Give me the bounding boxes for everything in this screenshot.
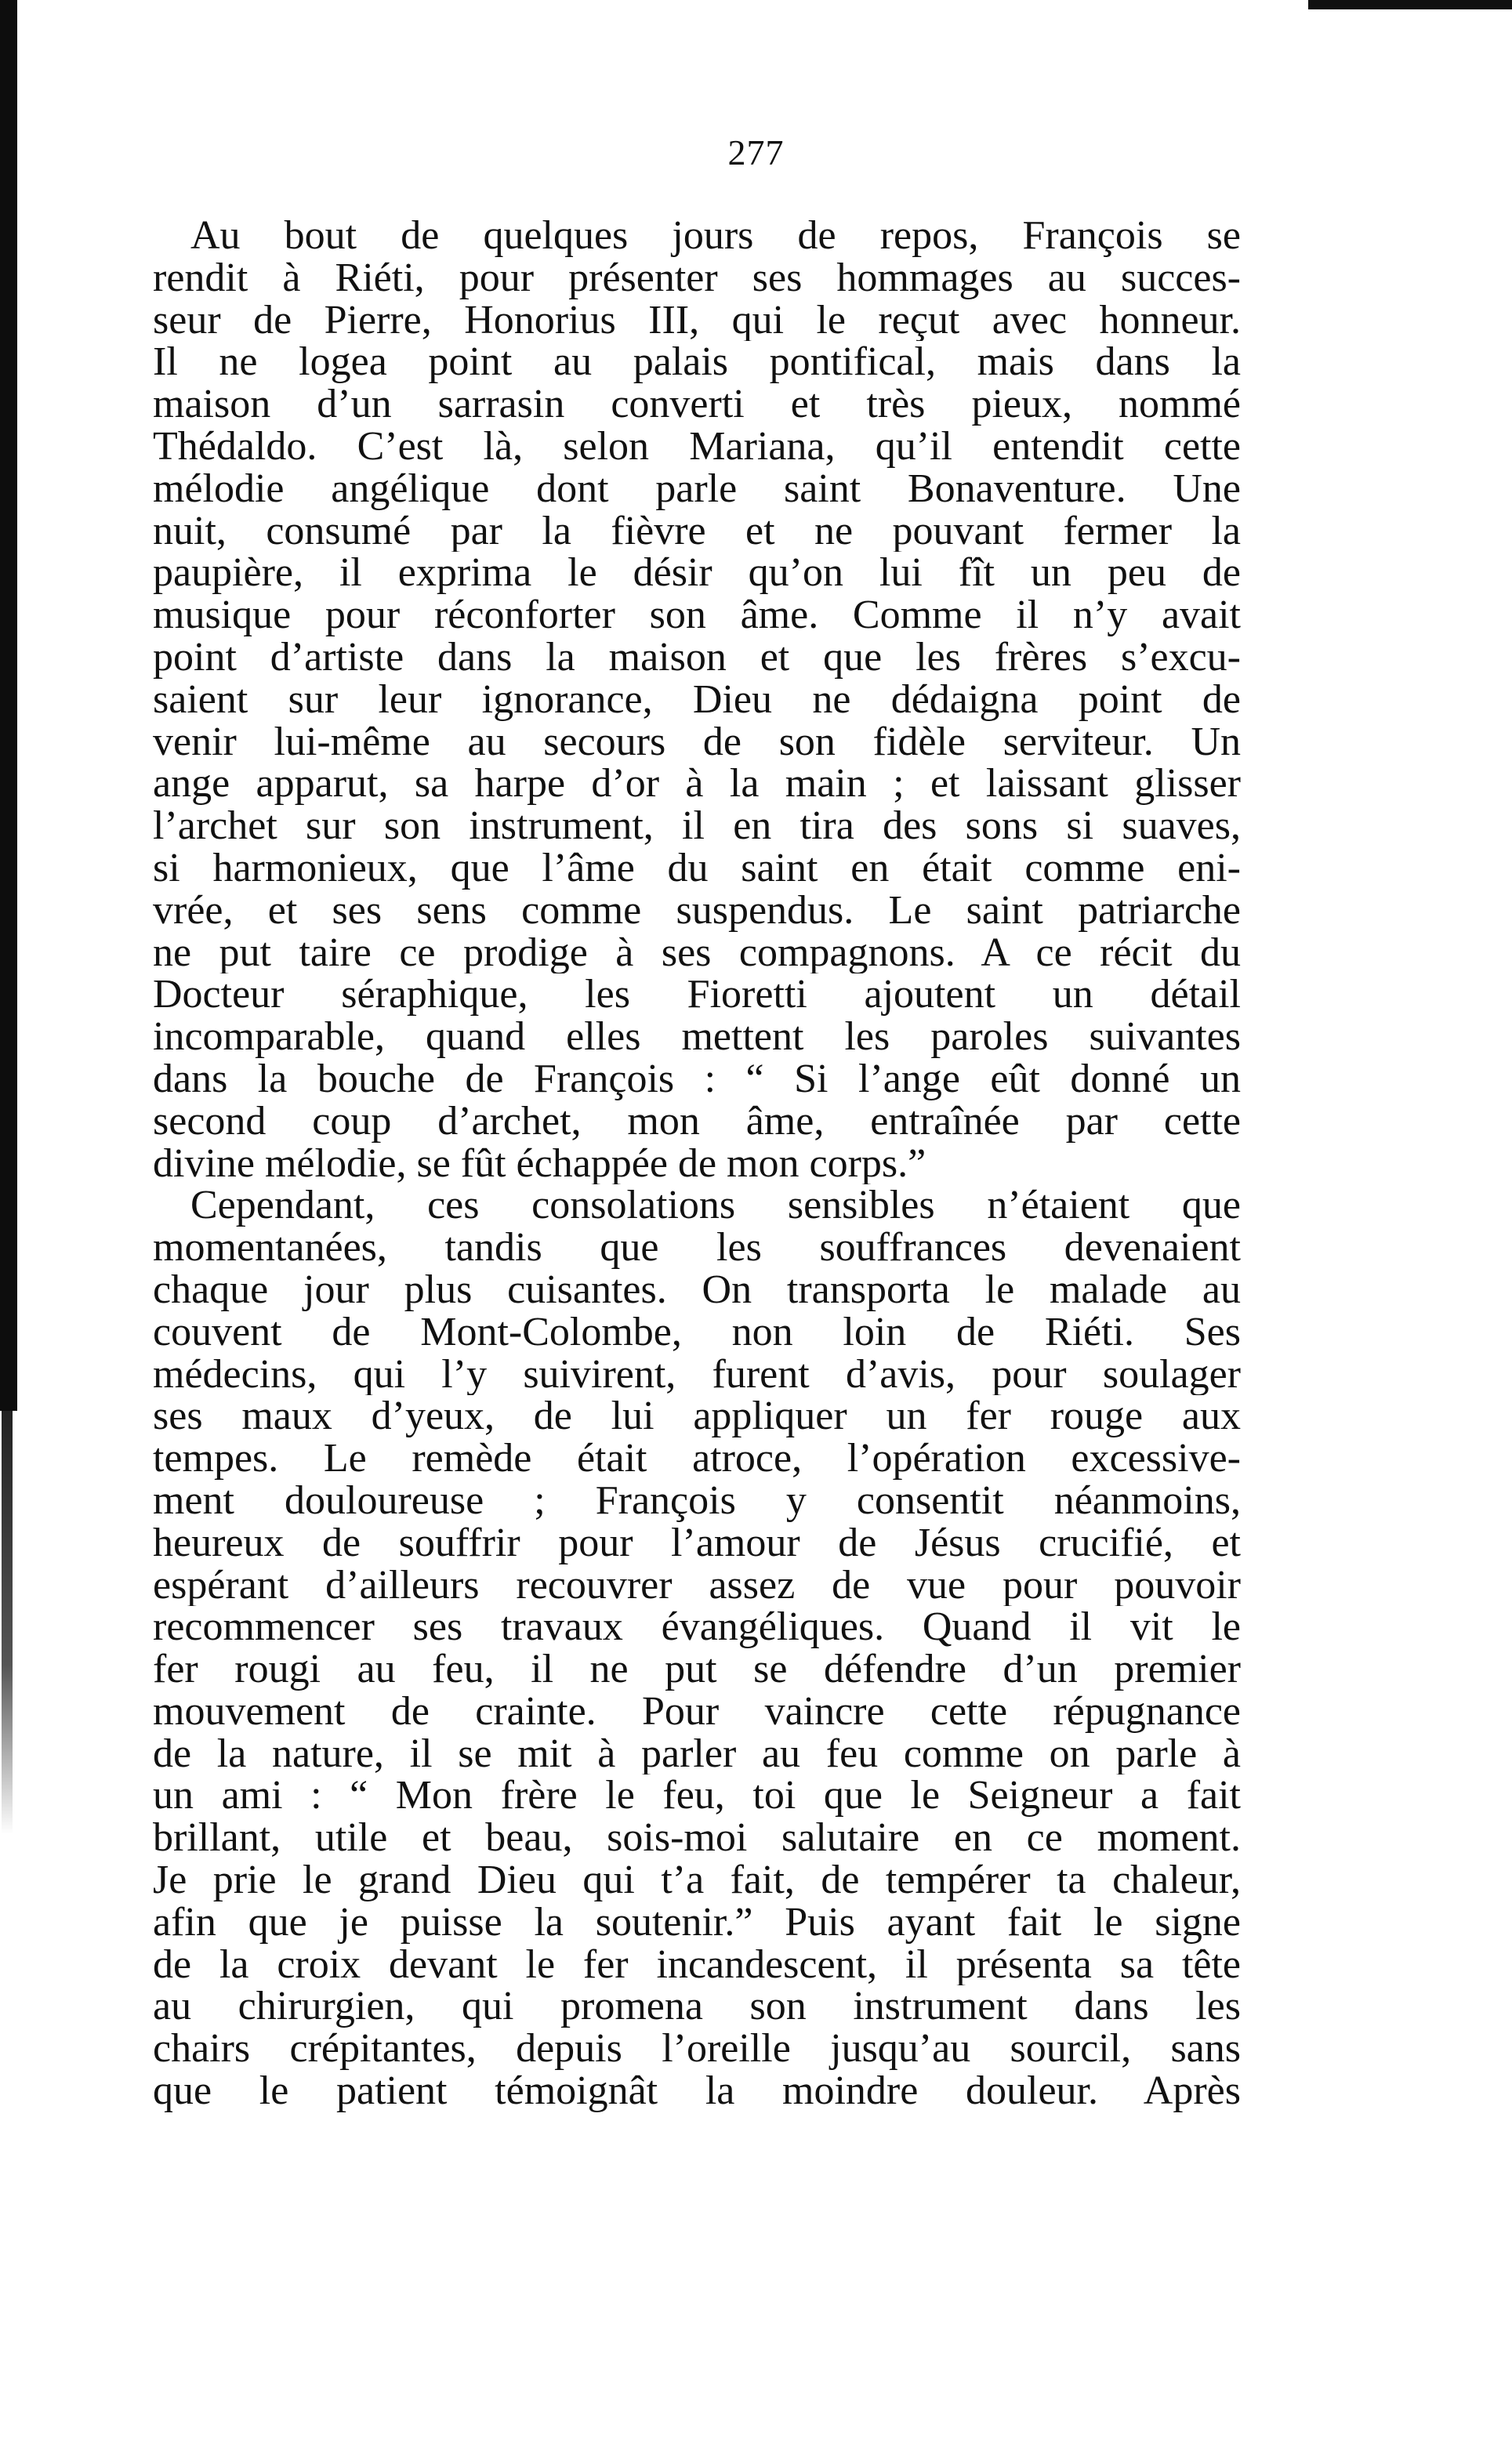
text-line: second coup d’archet, mon âme, entraînée par cette <box>153 1100 1241 1143</box>
text-line: couvent de Mont-Colombe, non loin de Riéti. Ses <box>153 1311 1241 1354</box>
text-line: de la nature, il se mit à parler au feu comme on parle à <box>153 1732 1241 1775</box>
text-line: heureux de souffrir pour l’amour de Jésus crucifié, et <box>153 1521 1241 1564</box>
text-line: ment douloureuse ; François y consentit néanmoins, <box>153 1479 1241 1522</box>
text-line: de la croix devant le fer incandescent, il présenta sa tête <box>153 1943 1241 1986</box>
text-line: musique pour réconforter son âme. Comme il n’y avait <box>153 594 1241 636</box>
text-line: incomparable, quand elles mettent les paroles suivantes <box>153 1016 1241 1058</box>
text-line: saient sur leur ignorance, Dieu ne dédaigna point de <box>153 678 1241 721</box>
text-line: au chirurgien, qui promena son instrument dans les <box>153 1985 1241 2028</box>
text-line: Au bout de quelques jours de repos, François se <box>190 215 1241 257</box>
text-line: divine mélodie, se fût échappée de mon corps.” <box>153 1142 926 1185</box>
text-line: venir lui-même au secours de son fidèle serviteur. Un <box>153 720 1241 763</box>
text-line: dans la bouche de François : “ Si l’ange eût donné un <box>153 1057 1241 1100</box>
text-line: point d’artiste dans la maison et que les frères s’excu- <box>153 636 1241 679</box>
text-line: Il ne logea point au palais pontifical, mais dans la <box>153 341 1241 384</box>
scan-edge-left-tail <box>2 1411 13 1834</box>
text-line: paupière, il exprima le désir qu’on lui fît un peu de <box>153 552 1241 595</box>
text-line: ses maux d’yeux, de lui appliquer un fer rouge aux <box>153 1395 1241 1438</box>
body-text <box>153 215 1241 2112</box>
text-line: l’archet sur son instrument, il en tira des sons si suaves, <box>153 805 1241 847</box>
text-line: nuit, consumé par la fièvre et ne pouvant fermer la <box>153 509 1241 553</box>
text-line: un ami : “ Mon frère le feu, toi que le Seigneur a fait <box>153 1775 1241 1818</box>
text-line: recommencer ses travaux évangéliques. Quand il vit le <box>153 1606 1241 1649</box>
text-line: que le patient témoignât la moindre douleur. Après <box>153 2070 1241 2112</box>
text-line: Cependant, ces consolations sensibles n’étaient que <box>190 1184 1241 1227</box>
text-line: médecins, qui l’y suivirent, furent d’avis, pour soulager <box>153 1353 1241 1396</box>
text-line: chairs crépitantes, depuis l’oreille jusqu’au sourcil, sans <box>153 2028 1241 2071</box>
text-line: si harmonieux, que l’âme du saint en était comme eni- <box>153 846 1241 890</box>
text-line: espérant d’ailleurs recouvrer assez de vue pour pouvoir <box>153 1564 1241 1607</box>
text-line: vrée, et ses sens comme suspendus. Le saint patriarche <box>153 889 1241 932</box>
text-line: mouvement de crainte. Pour vaincre cette répugnance <box>153 1690 1241 1733</box>
text-line: ne put taire ce prodige à ses compagnons. A ce récit du <box>153 931 1241 974</box>
text-line: maison d’un sarrasin converti et très pieux, nommé <box>153 383 1241 426</box>
text-line: seur de Pierre, Honorius III, qui le reçut avec honneur. <box>153 299 1241 342</box>
text-line: tempes. Le remède était atroce, l’opération excessive- <box>153 1437 1241 1480</box>
text-line: afin que je puisse la soutenir.” Puis ayant fait le signe <box>153 1901 1241 1944</box>
text-line: rendit à Riéti, pour présenter ses hommages au succes- <box>153 256 1241 299</box>
scan-edge-top <box>1308 0 1512 9</box>
text-line: ange apparut, sa harpe d’or à la main ; et laissant glisser <box>153 763 1241 806</box>
text-line: fer rougi au feu, il ne put se défendre d’un premier <box>153 1648 1241 1691</box>
text-line: mélodie angélique dont parle saint Bonaventure. Une <box>153 467 1241 510</box>
scan-edge-left <box>0 0 17 1411</box>
text-line: Docteur séraphique, les Fioretti ajoutent un détail <box>153 973 1241 1017</box>
text-line: brillant, utile et beau, sois-moi salutaire en ce moment. <box>153 1817 1241 1860</box>
text-line: Je prie le grand Dieu qui t’a fait, de tempérer ta chaleur, <box>153 1859 1241 1901</box>
text-line: momentanées, tandis que les souffrances devenaient <box>153 1227 1241 1269</box>
text-line: chaque jour plus cuisantes. On transporta le malade au <box>153 1268 1241 1311</box>
page-number: 277 <box>727 132 785 172</box>
text-line: Thédaldo. C’est là, selon Mariana, qu’il entendit cette <box>153 425 1241 468</box>
